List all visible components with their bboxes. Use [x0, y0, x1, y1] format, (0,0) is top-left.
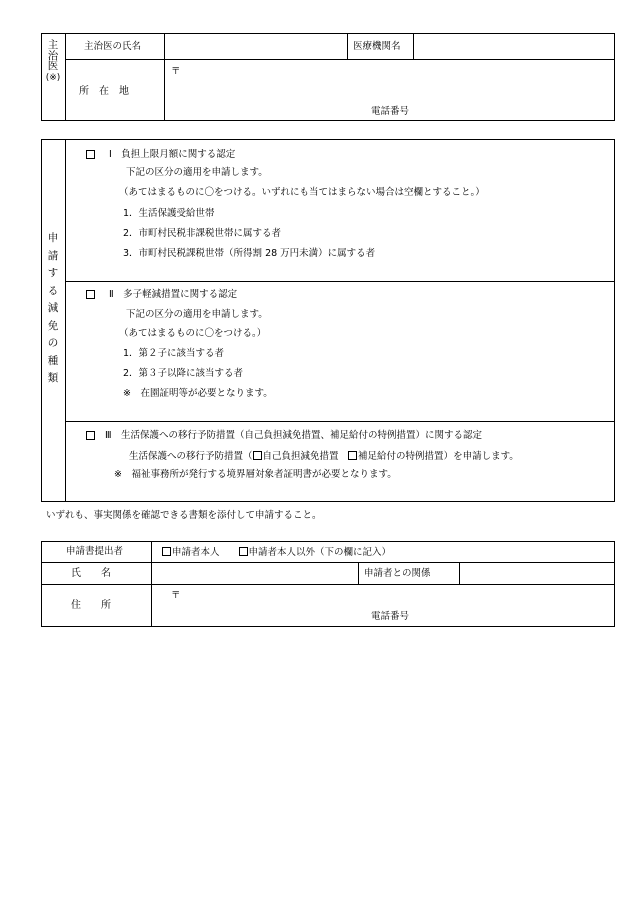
section1-checkbox[interactable]	[86, 150, 95, 159]
section1-line2: （あてはまるものに〇をつける。いずれにも当てはまらない場合は空欄とすること。）	[119, 187, 485, 198]
doctor-postal-mark: 〒	[171, 66, 181, 77]
submitter-options	[162, 547, 391, 558]
submitter-label: 申請書提出者	[66, 546, 124, 557]
divider	[65, 33, 66, 121]
submitter-name-input[interactable]	[152, 563, 357, 583]
institution-label: 医療機関名	[353, 41, 401, 52]
doctor-side-label: 主 治 医 (※)	[45, 39, 61, 83]
section3-checkbox[interactable]	[86, 431, 95, 440]
divider	[358, 562, 359, 584]
submitter-self-label: 申請者本人	[172, 547, 220, 558]
section3-line1-prefix: 生活保護への移行予防措置（	[129, 451, 253, 462]
section3-title: Ⅲ 生活保護への移行予防措置（自己負担減免措置、補足給付の特例措置）に関する認定	[105, 430, 483, 441]
section2-checkbox[interactable]	[86, 290, 95, 299]
doctor-name-input[interactable]	[165, 34, 346, 58]
divider	[41, 584, 615, 585]
submitter-phone-label: 電話番号	[371, 611, 410, 622]
section2-line1: 下記の区分の適用を申請します。	[126, 309, 268, 320]
relation-label: 申請者との関係	[364, 568, 431, 579]
submitter-name-label: 氏 名	[71, 568, 111, 579]
section1-item-3[interactable]: 3．市町村民税課税世帯（所得割 28 万円未満）に属する者	[123, 248, 376, 259]
doctor-address-label: 所 在 地	[79, 86, 129, 97]
institution-input[interactable]	[414, 34, 614, 58]
doctor-name-label: 主治医の氏名	[84, 41, 142, 52]
option-self-pay-checkbox[interactable]	[253, 451, 262, 460]
divider	[65, 139, 66, 502]
relation-input[interactable]	[460, 563, 614, 583]
section3-line1-suffix: ）を申請します。	[443, 451, 519, 462]
section2-title: Ⅱ 多子軽減措置に関する認定	[109, 289, 238, 300]
option-special-benefit-checkbox[interactable]	[348, 451, 357, 460]
doctor-phone-label: 電話番号	[371, 106, 410, 117]
submitter-address-input[interactable]	[182, 587, 602, 609]
option-self-pay-label: 自己負担減免措置	[262, 451, 339, 462]
section1-item-2[interactable]: 2．市町村民税非課税世帯に属する者	[123, 228, 282, 239]
section2-line2: （あてはまるものに〇をつける。）	[119, 328, 267, 339]
divider	[65, 421, 615, 422]
reduction-side-label: 申 請 す る 減 免 の 種 類	[47, 232, 59, 384]
section1-title: Ⅰ 負担上限月額に関する認定	[109, 149, 236, 160]
section2-item-2[interactable]: 2．第３子以降に該当する者	[123, 368, 244, 379]
attach-note: いずれも、事実関係を確認できる書類を添付して申請すること。	[46, 510, 322, 521]
section3-line1	[129, 451, 519, 462]
submitter-self-checkbox[interactable]	[162, 547, 171, 556]
doctor-address-input[interactable]	[182, 62, 602, 102]
section1-item-1[interactable]: 1．生活保護受給世帯	[123, 208, 215, 219]
submitter-postal-mark: 〒	[171, 590, 181, 601]
submitter-other-checkbox[interactable]	[239, 547, 248, 556]
section2-note: ※ 在園証明等が必要となります。	[123, 388, 273, 399]
option-special-benefit-label: 補足給付の特例措置	[358, 451, 444, 462]
divider	[65, 59, 615, 60]
submitter-other-label: 申請者本人以外（下の欄に記入）	[248, 547, 392, 558]
divider	[347, 33, 348, 59]
section2-item-1[interactable]: 1．第２子に該当する者	[123, 348, 225, 359]
section3-note: ※ 福祉事務所が発行する境界層対象者証明書が必要となります。	[114, 469, 397, 480]
section1-line1: 下記の区分の適用を申請します。	[126, 167, 268, 178]
divider	[65, 281, 615, 282]
submitter-address-label: 住 所	[71, 600, 111, 611]
